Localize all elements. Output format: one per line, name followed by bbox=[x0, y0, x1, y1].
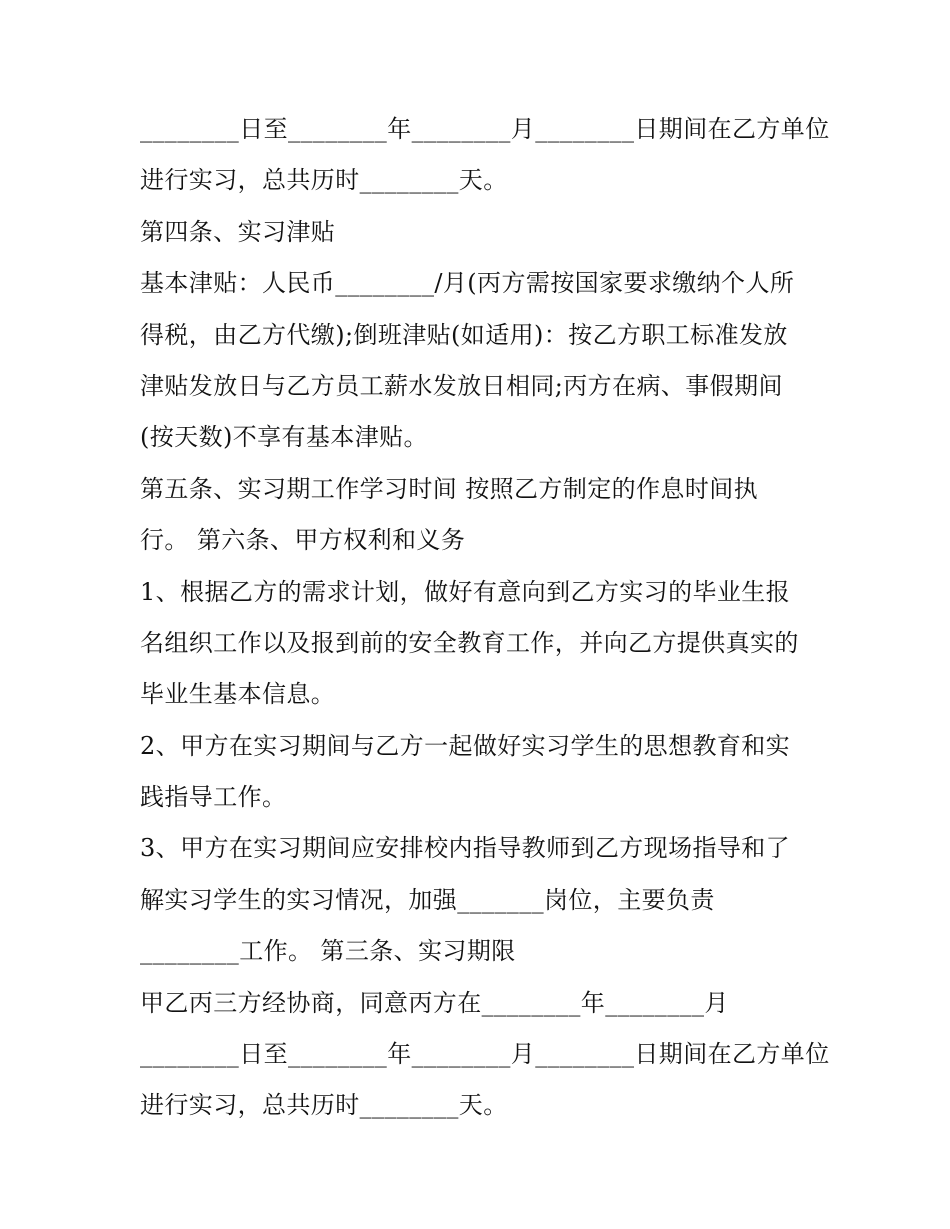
list-item-3: 3、甲方在实习期间应安排校内指导教师到乙方现场指导和了 bbox=[140, 834, 791, 863]
text-line-16: 解实习学生的实习情况，加强_______岗位，主要负责 bbox=[140, 885, 715, 914]
text-line-9: 行。 第六条、甲方权利和义务 bbox=[140, 526, 466, 555]
text-line-18: 甲乙丙三方经协商，同意丙方在________年________月 bbox=[140, 988, 729, 1017]
section-heading-article-4: 第四条、实习津贴 bbox=[140, 217, 336, 246]
text-line-5: 得税，由乙方代缴);倒班津贴(如适用)：按乙方职工标准发放 bbox=[140, 320, 788, 349]
list-item-1: 1、根据乙方的需求计划，做好有意向到乙方实习的毕业生报 bbox=[140, 577, 791, 606]
document-body bbox=[140, 104, 830, 1132]
text-line-19: ________日至________年________月________日期间在乙方单位 bbox=[140, 1040, 830, 1069]
text-line-20: 进行实习，总共历时________天。 bbox=[140, 1091, 508, 1120]
text-line-12: 毕业生基本信息。 bbox=[140, 680, 336, 709]
text-line-11: 名组织工作以及报到前的安全教育工作，并向乙方提供真实的 bbox=[140, 628, 799, 657]
list-item-2: 2、甲方在实习期间与乙方一起做好实习学生的思想教育和实 bbox=[140, 731, 791, 760]
text-line-2: 进行实习，总共历时________天。 bbox=[140, 166, 508, 195]
text-line-8: 第五条、实习期工作学习时间 按照乙方制定的作息时间执 bbox=[140, 474, 759, 503]
text-line-4: 基本津贴：人民币________/月(丙方需按国家要求缴纳个人所 bbox=[140, 269, 795, 298]
text-line-1: ________日至________年________月________日期间在乙方单位 bbox=[140, 115, 830, 143]
text-line-6: 津贴发放日与乙方员工薪水发放日相同;丙方在病、事假期间 bbox=[140, 371, 783, 400]
text-line-7: (按天数)不享有基本津贴。 bbox=[140, 423, 428, 452]
text-line-17: ________工作。 第三条、实习期限 bbox=[140, 937, 516, 966]
text-line-14: 践指导工作。 bbox=[140, 783, 287, 812]
